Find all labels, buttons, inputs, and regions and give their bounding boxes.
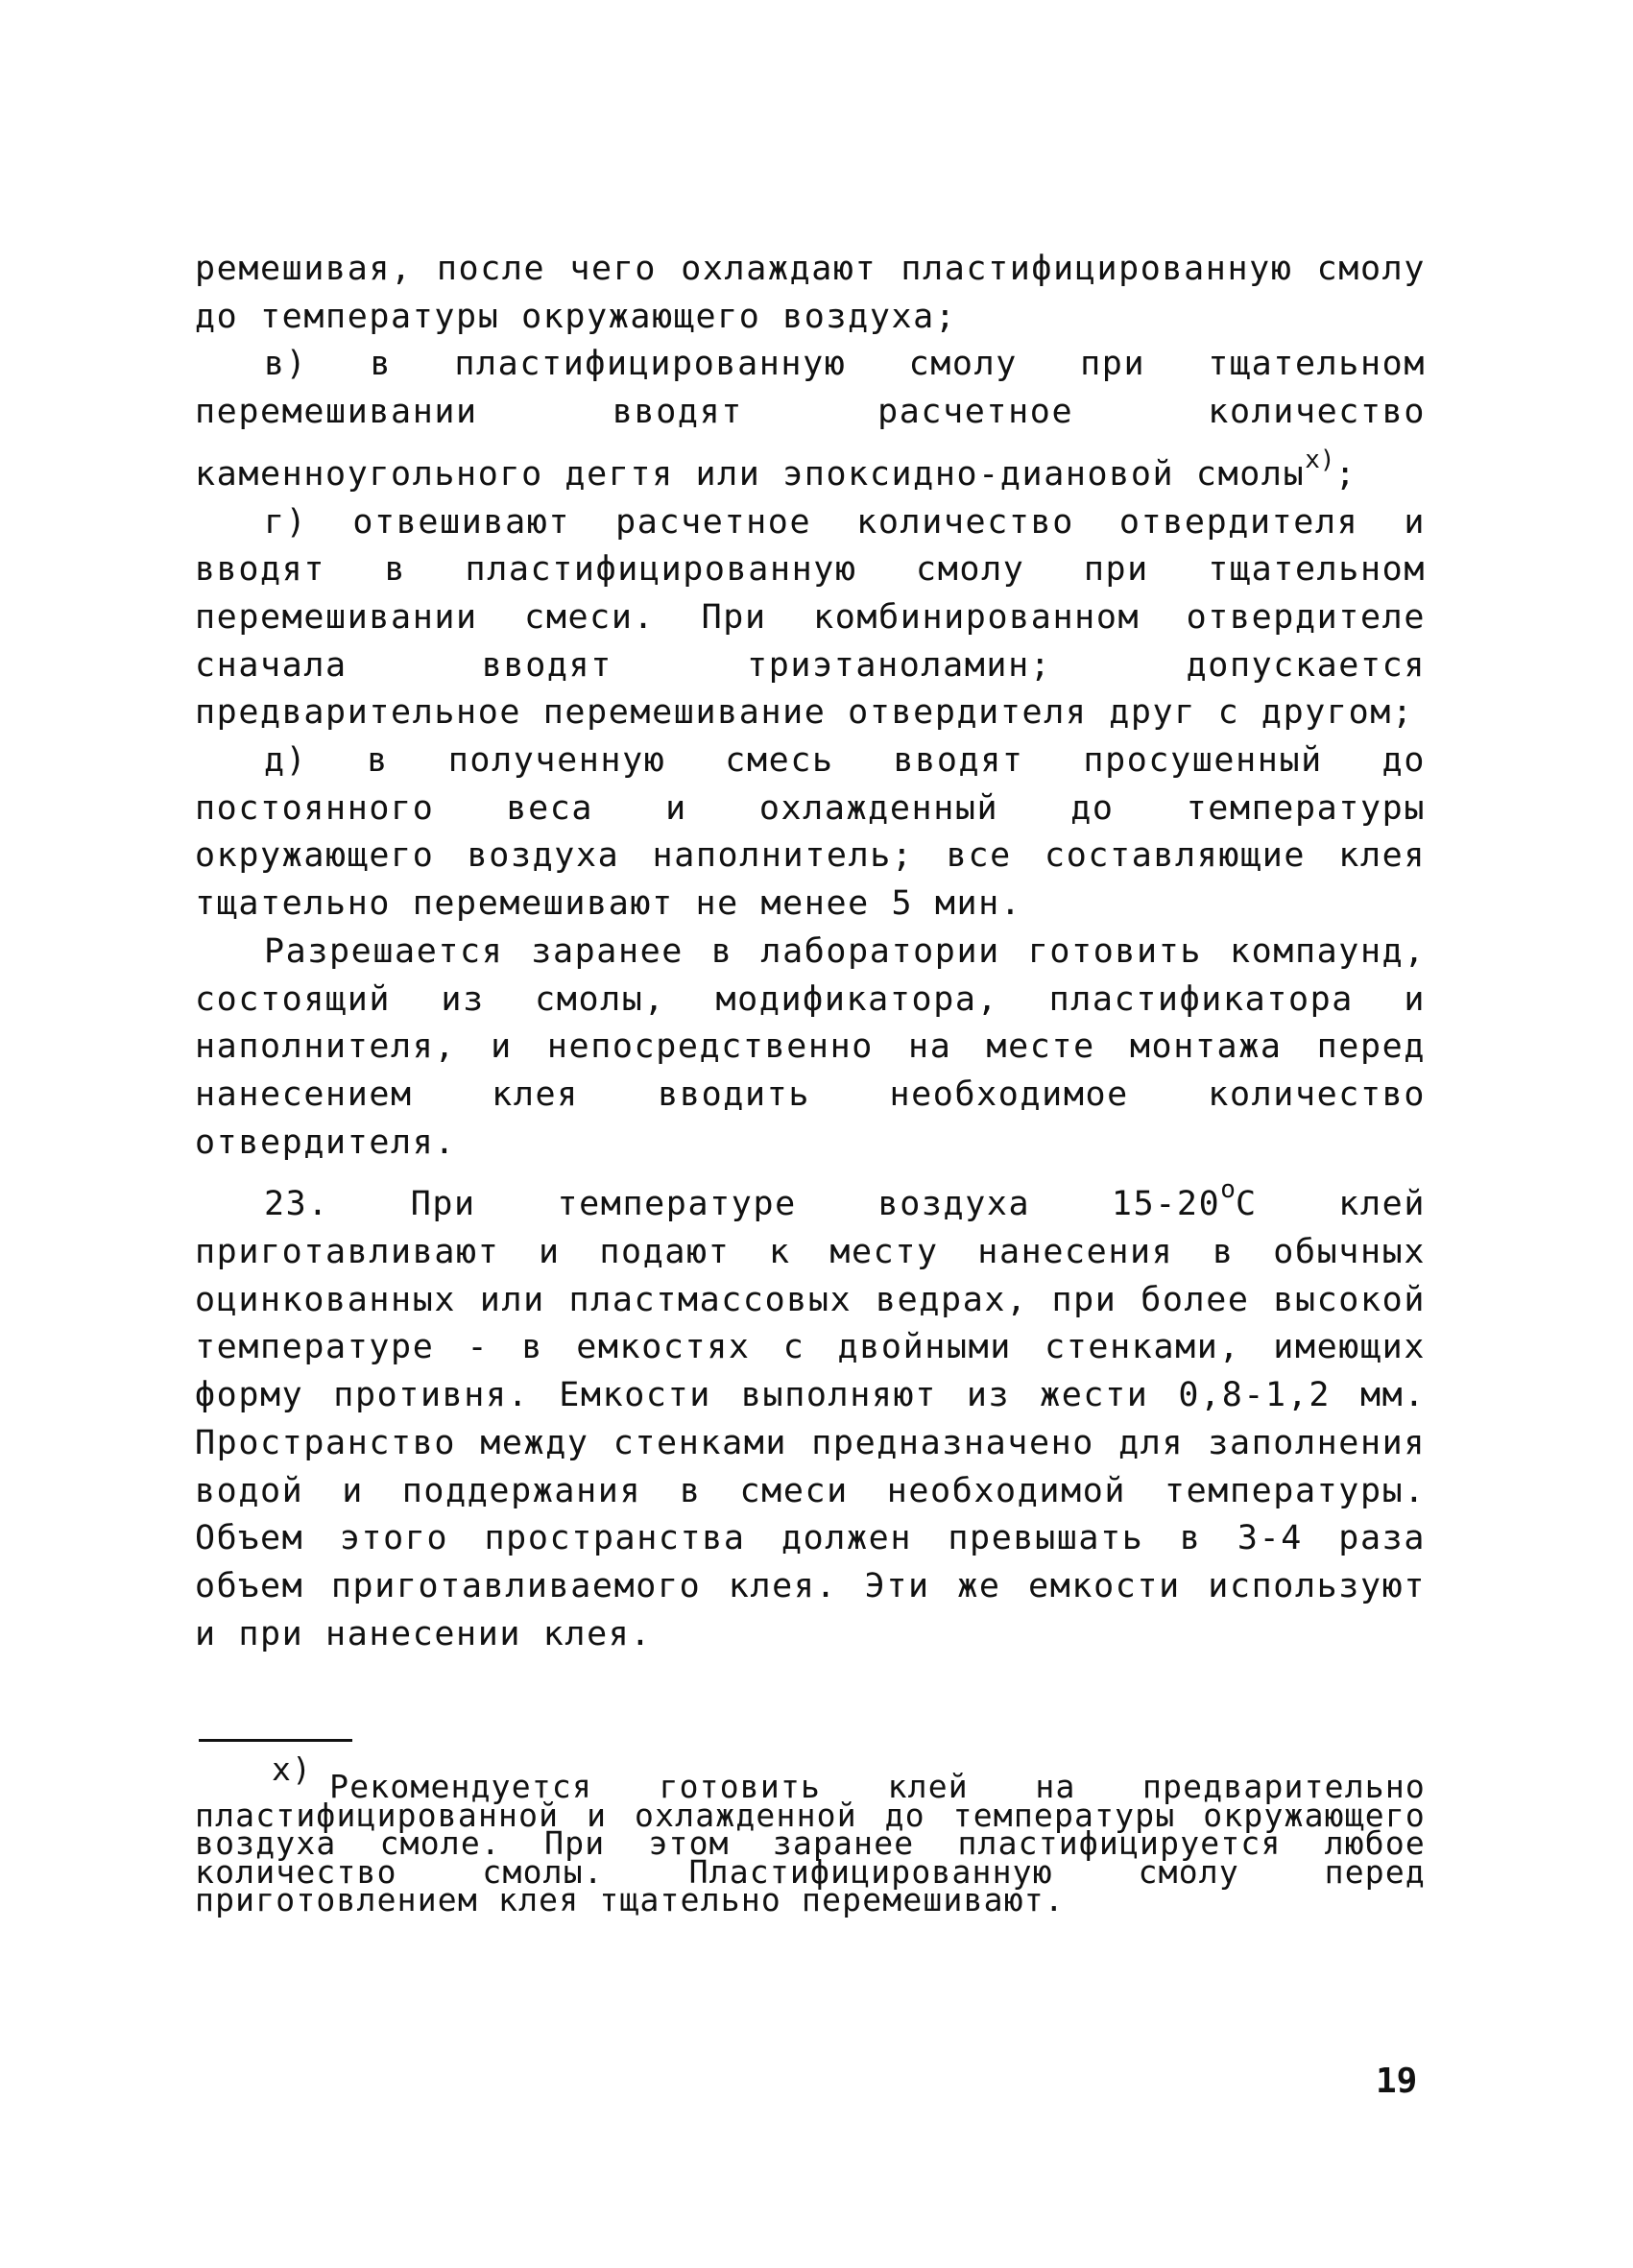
degree-symbol: о — [1220, 1175, 1236, 1205]
footnote-mark: x) — [272, 1750, 313, 1788]
paragraph-item-d: д) в полученную смесь вводят просушенный до постоянного веса и охлажденный до температуры окружающего воздуха наполнитель; все составляющие клея тщательно перемешивают не менее 5 мин. — [195, 741, 1426, 924]
paragraph-continuation: ремешивая, после чего охлаждают пластифицированную смолу до температуры окружающего воздуха; — [195, 250, 1426, 336]
paragraph-23-rest: С клей приготавливают и подают к месту нанесения в обычных оцинкованных или пластмассовых ведрах, при более высокой температуре - в емкостях с двойными стенками, имеющих форму противня. Емкости выполняют из жести 0,8-1,2 мм. Пространство между стенками предназначено для заполнения водой и поддержания в смеси необходимой температуры. Объем этого пространства должен превышать в 3-4 раза объем приготавливаемого клея. Эти же емкости используют и при нанесении клея. — [195, 1185, 1426, 1653]
footnote-divider — [199, 1739, 352, 1742]
footnote — [195, 1750, 1426, 1918]
footnote-text: Рекомендуется готовить клей на предварительно пластифицированной и охлажденной до температуры окружающего воздуха смоле. При этом заранее пластифицируется любое количество смолы. Пластифицированную смолу перед приготовлением клея тщательно перемешивают. — [195, 1768, 1426, 1918]
paragraph-item-v — [195, 341, 1426, 498]
paragraph-item-g: г) отвешивают расчетное количество отвердителя и вводят в пластифицированную смолу при тщательном перемешивании смеси. При комбинированном отвердителе сначала вводят триэтаноламин; допускается предварительное перемешивание отвердителя друг с другом; — [195, 502, 1426, 733]
paragraph-23 — [195, 1167, 1426, 1658]
paragraph-item-v-text: в) в пластифицированную смолу при тщательном перемешивании вводят расчетное количество каменноугольного дегтя или эпоксидно-диановой смолы — [195, 345, 1426, 494]
footnote-reference: x) — [1305, 445, 1335, 474]
paragraph-item-v-end: ; — [1334, 454, 1357, 494]
page-number: 19 — [1376, 2062, 1418, 2101]
paragraph-23-start: 23. При температуре воздуха 15-20 — [264, 1185, 1221, 1224]
body-text — [195, 246, 1426, 1658]
paragraph-compound-note: Разрешается заранее в лаборатории готовить компаунд, состоящий из смолы, модификатора, пластификатора и наполнителя, и непосредственно на месте монтажа перед нанесением клея вводить необходимое количество отвердителя. — [195, 931, 1426, 1162]
footnote-paragraph — [195, 1750, 1426, 1918]
